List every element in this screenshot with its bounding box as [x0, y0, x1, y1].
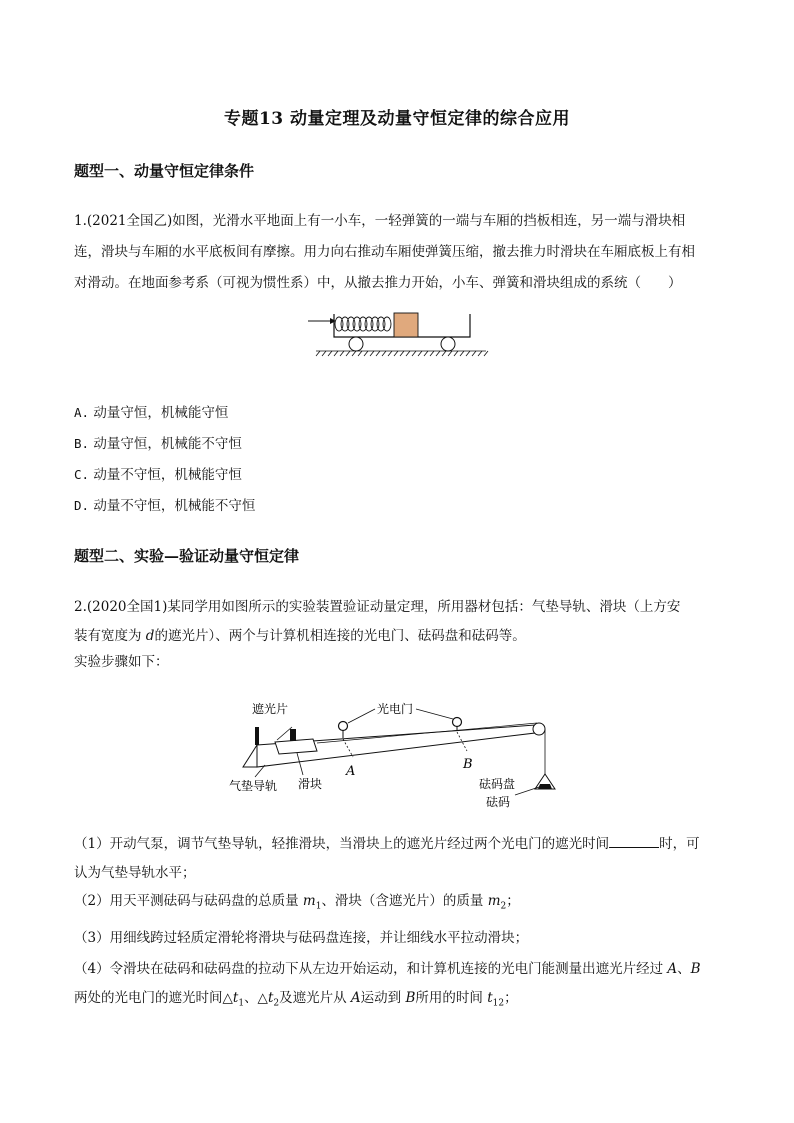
option-b: B. 动量守恒，机械能不守恒 — [74, 436, 242, 452]
step-2: （2）用天平测砝码与砝码盘的总质量 $m_1$、滑块（含遮光片）的质量 $m_2$； — [74, 893, 520, 912]
label-b: B — [463, 757, 473, 772]
label-pan: 砝码盘 — [479, 777, 516, 791]
question-2-stem: 2.(2020全国1)某同学用如图所示的实验装置验证动量定理，所用器材包括：气垫导轨、滑块（上方安 装有宽度为 d的遮光片）、两个与计算机相连接的光电门、砝码盘和砝码等。 实验步骤如下： — [74, 592, 724, 675]
question-1-line-1: (2021全国乙)如图，光滑水平地面上有一小车，一轻弹簧的一端与车厢的挡板相连，另一端与滑块相 — [86, 213, 686, 229]
slider — [275, 739, 317, 754]
step-4-cont: 两处的光电门的遮光时间$\triangle t_1$、$\triangle t_2$及遮光片从 A运动到 B所用的时间 $t_{12}$； — [74, 989, 518, 1009]
label-gate: 光电门 — [377, 702, 414, 716]
step-1: （1）开动气泵，调节气垫导轨，轻推滑块，当滑块上的遮光片经过两个光电门的遮光时间 时，可 — [74, 829, 734, 860]
section-heading-1: 题型一、动量守恒定律条件 — [74, 162, 255, 180]
left-stand — [243, 745, 257, 767]
cart-figure — [300, 300, 500, 360]
question-2-line-3: 实验步骤如下： — [74, 654, 169, 670]
step-3: （3）用细线跨过轻质定滑轮将滑块与砝码盘连接，并让细线水平拉动滑块； — [74, 929, 529, 946]
push-arrow — [308, 318, 336, 324]
question-2-line-1: (2020全国1)某同学用如图所示的实验装置验证动量定理，所用器材包括：气垫导轨、滑块（上方安 — [86, 599, 681, 615]
step-4: （4）令滑块在砝码和砝码盘的拉动下从左边开始运动，和计算机连接的光电门能测量出遮光片经过 A、B — [74, 960, 701, 977]
option-a: A. 动量守恒，机械能守恒 — [74, 405, 229, 421]
label-track: 气垫导轨 — [229, 779, 278, 793]
question-1-number: 1. — [74, 213, 87, 229]
page-title: 专题13 动量定理及动量守恒定律的综合应用 — [223, 109, 571, 129]
answer-blank[interactable] — [609, 833, 659, 848]
option-d: D. 动量不守恒，机械能不守恒 — [74, 498, 256, 514]
section-heading-2: 题型二、实验—验证动量守恒定律 — [74, 547, 300, 565]
air-track-figure — [225, 695, 565, 815]
question-2-steps: （1）开动气泵，调节气垫导轨，轻推滑块，当滑块上的遮光片经过两个光电门的遮光时间 时，可 认为气垫导轨水平； （2）用天平测砝码与砝码盘的总质量 $m_1$、滑块（含遮光片）的质量 $m_2$； （3）用细线跨过轻质定滑轮将滑块与砝码盘连接，并让细线水平拉动滑块； （4）令滑块在砝码和砝码盘的拉动下从左边开始运动，和计算机连接的光电门能测量出遮光片经过 A、B 两处的光电门的遮光时间$\triangle t_1$、$\triangle t_2$及遮光片从 A运动到 B所用的时间 $t_{12}$； — [74, 829, 734, 1016]
option-c: C. 动量不守恒，机械能守恒 — [74, 467, 242, 483]
label-a: A — [346, 764, 356, 779]
shade-plate — [290, 729, 296, 741]
question-1-stem — [74, 206, 724, 299]
wheel-right — [441, 337, 455, 351]
pulley — [533, 723, 545, 735]
question-2-number: 2. — [74, 599, 87, 615]
spring — [335, 317, 391, 331]
ground — [316, 351, 488, 356]
label-shade: 遮光片 — [252, 702, 289, 716]
slider-block — [394, 313, 418, 337]
wheel-left — [349, 337, 363, 351]
question-1-line-2: 连，滑块与车厢的水平底板间有摩擦。用力向右推动车厢使弹簧压缩，撤去推力时滑块在车厢底板上有相 — [74, 244, 695, 260]
label-weight: 砝码 — [486, 795, 511, 809]
label-slider: 滑块 — [298, 777, 323, 791]
question-1-line-3: 对滑动。在地面参考系（可视为惯性系）中，从撤去推力开始，小车、弹簧和滑块组成的系统（ ） — [74, 275, 682, 291]
variable-d: d — [145, 628, 155, 644]
